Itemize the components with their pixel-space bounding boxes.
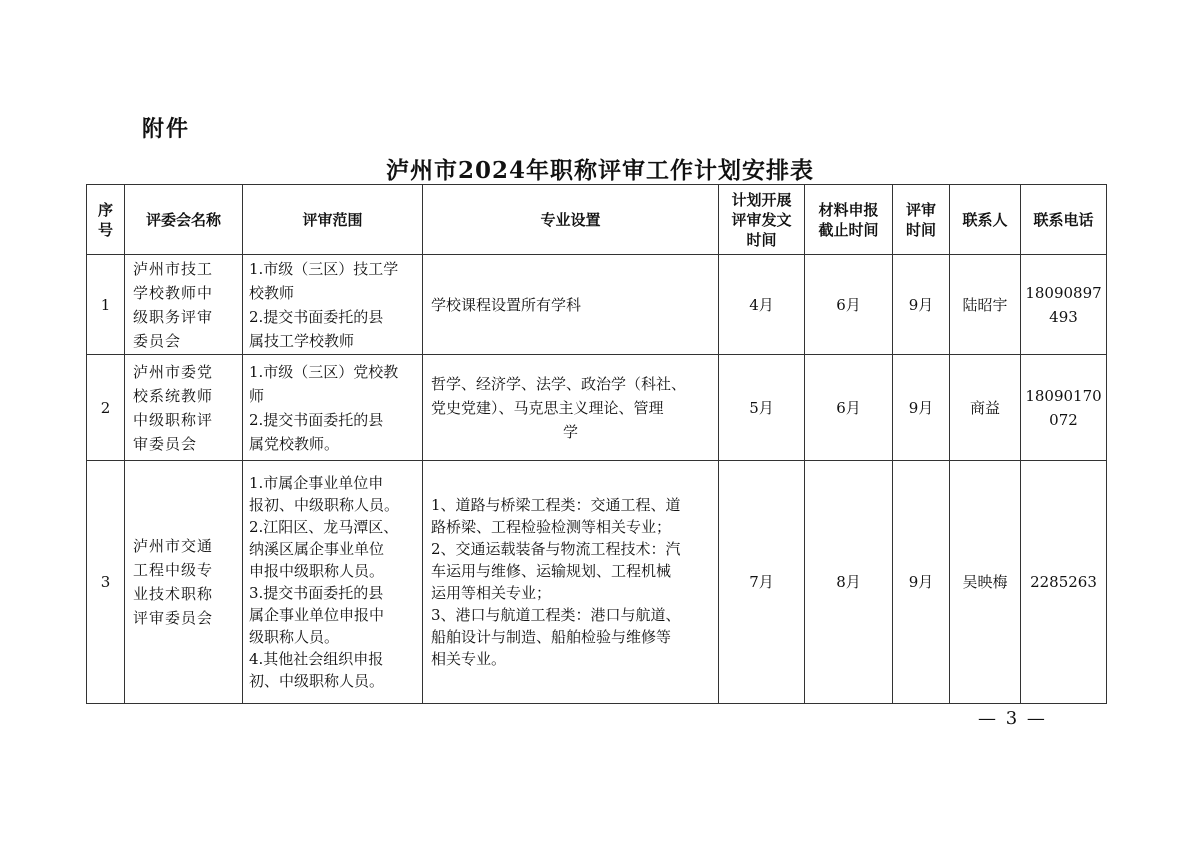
header-seq: 序 号 (87, 185, 125, 255)
header-contact: 联系人 (950, 185, 1021, 255)
document-title: 泸州市2024年职称评审工作计划安排表 (385, 157, 814, 184)
cell-deadline: 6月 (805, 355, 893, 461)
header-committee: 评委会名称 (125, 185, 243, 255)
cell-phone: 18090897 493 (1021, 255, 1107, 355)
cell-phone: 18090170 072 (1021, 355, 1107, 461)
cell-seq: 1 (87, 255, 125, 355)
cell-specialty: 学校课程设置所有学科 (423, 255, 719, 355)
table-header-row (87, 185, 1107, 255)
header-doc-time: 计划开展 评审发文 时间 (719, 185, 805, 255)
header-specialty: 专业设置 (423, 185, 719, 255)
cell-seq: 2 (87, 355, 125, 461)
cell-review-time: 9月 (893, 355, 950, 461)
cell-deadline: 8月 (805, 461, 893, 704)
cell-phone: 2285263 (1021, 461, 1107, 704)
cell-committee: 泸州市委党 校系统教师 中级职称评 审委员会 (125, 355, 243, 461)
header-deadline: 材料申报 截止时间 (805, 185, 893, 255)
cell-doc-time: 4月 (719, 255, 805, 355)
plan-table (86, 184, 1107, 704)
cell-scope: 1.市级（三区）党校教 师 2.提交书面委托的县 属党校教师。 (243, 355, 423, 461)
attachment-label: 附件 (142, 117, 191, 142)
page-number: — 3 — (978, 708, 1047, 729)
cell-seq: 3 (87, 461, 125, 704)
cell-contact: 吴映梅 (950, 461, 1021, 704)
cell-scope: 1.市级（三区）技工学 校教师 2.提交书面委托的县 属技工学校教师 (243, 255, 423, 355)
table-row (87, 461, 1107, 704)
header-scope: 评审范围 (243, 185, 423, 255)
cell-contact: 陆昭宇 (950, 255, 1021, 355)
cell-specialty: 哲学、经济学、法学、政治学（科社、 党史党建）、马克思主义理论、管理 学 (423, 355, 719, 461)
cell-deadline: 6月 (805, 255, 893, 355)
cell-doc-time: 7月 (719, 461, 805, 704)
header-phone: 联系电话 (1021, 185, 1107, 255)
cell-doc-time: 5月 (719, 355, 805, 461)
header-review-time: 评审 时间 (893, 185, 950, 255)
cell-contact: 商益 (950, 355, 1021, 461)
cell-review-time: 9月 (893, 255, 950, 355)
table-row (87, 355, 1107, 461)
cell-specialty: 1、道路与桥梁工程类：交通工程、道 路桥梁、工程检验检测等相关专业； 2、交通运载装备与物流工程技术：汽 车运用与维修、运输规划、工程机械 运用等相关专业； 3、港口与航道工程类：港口与航道、 船舶设计与制造、船舶检验与维修等 相关专业。 (423, 461, 719, 704)
cell-committee: 泸州市交通 工程中级专 业技术职称 评审委员会 (125, 461, 243, 704)
cell-scope: 1.市属企事业单位申 报初、中级职称人员。 2.江阳区、龙马潭区、 纳溪区属企事业单位 申报中级职称人员。 3.提交书面委托的县 属企事业单位申报中 级职称人员。 4.其他社会组织申报 初、中级职称人员。 (243, 461, 423, 704)
cell-review-time: 9月 (893, 461, 950, 704)
cell-committee: 泸州市技工 学校教师中 级职务评审 委员会 (125, 255, 243, 355)
table-row (87, 255, 1107, 355)
